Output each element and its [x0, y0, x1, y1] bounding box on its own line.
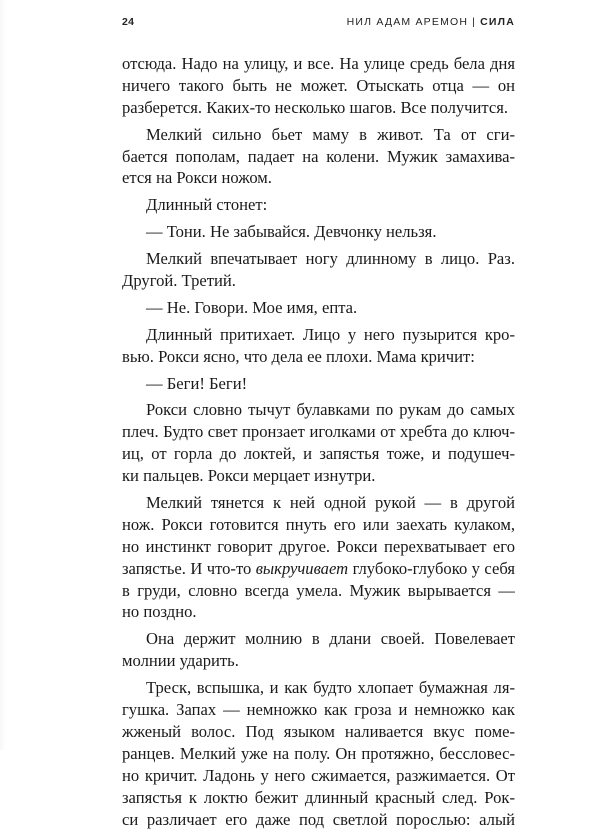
text-line: Треск, вспышка, и как будто хлопает бумажная ля-: [122, 677, 515, 699]
text-line: ки пальцев. Рокси мерцает изнутри.: [122, 465, 515, 487]
text-line: ничего такого быть не может. Отыскать отца — он: [122, 75, 515, 97]
text-line: но инстинкт говорит другое. Рокси перехватывает его: [122, 536, 515, 558]
text-line: но поздно.: [122, 601, 515, 623]
text-fragment: глубоко-глубоко у себя: [353, 559, 515, 578]
text-line: Она держит молнию в длани своей. Повелевает: [122, 628, 515, 650]
text-line: нож. Рокси готовится пнуть его или заехать кулаком,: [122, 514, 515, 536]
text-line: [122, 558, 515, 580]
text-line: си различает его даже под светлой порослью: алый: [122, 809, 515, 830]
text-line: молнии ударить.: [122, 650, 515, 672]
text-line: отсюда. Надо на улицу, и все. На улице средь бела дня: [122, 53, 515, 75]
emphasized-word: выкручивает: [256, 559, 348, 578]
text-line: — Не. Говори. Мое имя, епта.: [122, 297, 515, 319]
text-line: жженый волос. Под языком наливается вкус поме-: [122, 721, 515, 743]
text-line: гушка. Запах — немножко как гроза и немножко как: [122, 699, 515, 721]
text-line: Мелкий сильно бьет маму в живот. Та от сги-: [122, 124, 515, 146]
header-separator: |: [472, 16, 476, 28]
header-author: НИЛ АДАМ АРЕМОН: [347, 16, 469, 28]
text-line: вью. Рокси ясно, что дела ее плохи. Мама кричит:: [122, 346, 515, 368]
page-number: 24: [122, 16, 134, 28]
text-line: — Беги! Беги!: [122, 373, 515, 395]
running-header: [122, 16, 515, 32]
text-line: но кричит. Ладонь у него сжимается, разжимается. От: [122, 765, 515, 787]
text-line: Мелкий впечатывает ногу длинному в лицо. Раз.: [122, 248, 515, 270]
text-line: ется на Рокси ножом.: [122, 167, 515, 189]
text-line: плеч. Будто свет пронзает иголками от хребта до ключ-: [122, 421, 515, 443]
text-line: Длинный притихает. Лицо у него пузырится кро-: [122, 324, 515, 346]
header-title: СИЛА: [480, 16, 515, 28]
text-line: иц, от горла до локтей, и запястья тоже, и подушеч-: [122, 443, 515, 465]
text-line: разберется. Каких-то несколько шагов. Все получится.: [122, 97, 515, 119]
text-line: в груди, словно всегда умела. Мужик вырывается —: [122, 580, 515, 602]
text-line: Длинный стонет:: [122, 194, 515, 216]
text-fragment: запястье. И что-то: [122, 559, 251, 578]
text-line: запястья к локтю бежит длинный красный след. Рок-: [122, 787, 515, 809]
text-line: Другой. Третий.: [122, 270, 515, 292]
text-line: Рокси словно тычут булавками по рукам до самых: [122, 399, 515, 421]
text-line: — Тони. Не забывайся. Девчонку нельзя.: [122, 221, 515, 243]
text-line: бается пополам, падает на колени. Мужик замахива-: [122, 146, 515, 168]
text-line: Мелкий тянется к ней одной рукой — в другой: [122, 492, 515, 514]
header-book-info: [347, 16, 515, 28]
body-text: [122, 53, 515, 830]
text-line: ранцев. Мелкий уже на полу. Он протяжно, бессловес-: [122, 743, 515, 765]
